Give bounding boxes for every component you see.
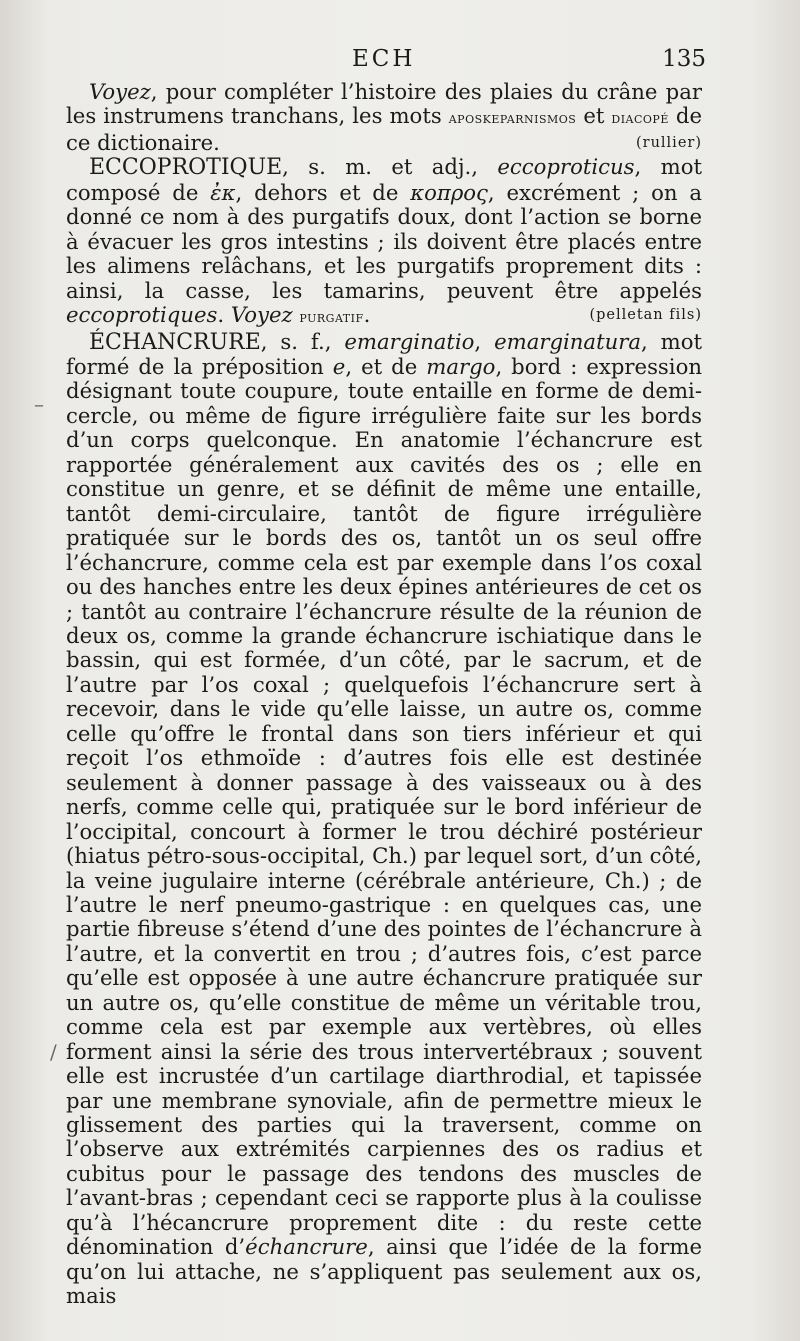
page-number: 135	[662, 46, 706, 72]
italic-term: margo	[426, 353, 496, 379]
italic-term: échancrure	[245, 1234, 368, 1260]
text-run: , s. f.,	[260, 328, 345, 354]
text-run: et	[576, 103, 612, 129]
text-run: .	[363, 302, 371, 328]
cross-ref-term: diacopé	[611, 108, 669, 128]
latin-term: emarginatura	[494, 328, 641, 354]
italic-term: eccoprotiques	[66, 302, 218, 328]
greek-word: ἐκ	[210, 179, 236, 205]
voyez-italic: Voyez	[230, 302, 293, 328]
text-run: , et de	[345, 353, 427, 379]
greek-word: κοπρος	[410, 179, 488, 205]
text-run: , mot composé de	[66, 154, 702, 205]
headword: ECCOPROTIQUE	[89, 155, 283, 181]
margin-slash-mark: /	[50, 1040, 57, 1064]
author-signature: (pelletan fils)	[589, 307, 702, 324]
entry-echancrure	[66, 330, 702, 1309]
latin-term: emarginatio	[344, 328, 475, 354]
body-text	[66, 80, 702, 1309]
paragraph-cross-reference	[66, 80, 702, 155]
latin-term: eccoproticus	[497, 154, 635, 180]
cross-ref-term: aposkeparnismos	[448, 108, 577, 128]
text-run: , ainsi que l’idée de la forme qu’on lui attache, ne s’appliquent pas seulement aux os, mais	[66, 1234, 702, 1309]
running-head: ECH	[352, 46, 416, 72]
margin-dash-mark: –	[34, 392, 44, 416]
text-run: , mot formé de la préposition	[66, 328, 702, 379]
author-signature: (rullier)	[635, 134, 702, 151]
entry-eccoprotique	[66, 155, 702, 329]
page-header	[0, 46, 800, 76]
cross-ref-term: purgatif	[299, 307, 364, 327]
text-run: , bord : expression désignant toute coupure, toute entaille en forme de demi-cercle, ou même de figure irrégulière faite sur les bords d’un corps quelconque. En anatomie l’échancrure est rapportée généralement aux cavités des os ; elle en constitue un genre, et se définit de même une entaille, tantôt demi-circulaire, tantôt de figure irrégulière pratiquée sur le bords des os, tantôt un os seul offre l’échancrure, comme cela est par exemple dans l’os coxal ou des hanches entre les deux épines antérieures de cet os ; tantôt au contraire l’échancrure résulte de la réunion de deux os, comme la grande échancrure ischiatique dans le bassin, qui est formée, d’un côté, par le sacrum, et de l’autre par l’os coxal ; quelquefois l’échancrure sert à recevoir, dans le vide qu’elle laisse, un autre os, comme celle qu’offre le frontal dans son tiers inférieur et qui reçoit l’os ethmoïde : d’autres fois elle est destinée seulement à donner passage à des vaisseaux ou à des nerfs, comme celle qui, pratiquée sur le bord inférieur de l’occipital, concourt à former le trou déchiré postérieur (hiatus pétro-sous-occipital, Ch.) par lequel sort, d’un côté, la veine jugulaire interne (cérébrale antérieure, Ch.) ; de l’autre le nerf pneumo-gastrique : en quelques cas, une partie fibreuse s’étend d’une des pointes de l’échancrure à l’autre, et la convertit en trou ; d’autres fois, c’est parce qu’elle est opposée à une autre échancrure pratiquée sur un autre os, qu’elle constitue de même un véritable trou, comme cela est par exemple aux vertèbres, où elles forment ainsi la série des trous intervertébraux ; souvent elle est incrustée d’un cartilage diarthrodial, et tapissée par une membrane synoviale, afin de permettre mieux le glissement des parties qui la traversent, comme on l’observe aux extrémités carpiennes des os radius et cubitus pour le passage des tendons des muscles de l’avant-bras ; cependant ceci se rapporte plus à la coulisse qu’à l’hécancrure proprement dite : du reste cette dénomination d’	[66, 353, 702, 1260]
text-run: , excrément ; on a donné ce nom à des purgatifs doux, dont l’action se borne à évacuer les gros intestins ; ils doivent être placés entre les alimens relâchans, et les purgatifs proprement dits : ainsi, la casse, les tamarins, peuvent être appelés	[66, 179, 702, 303]
headword: ÉCHANCRURE	[89, 329, 261, 355]
italic-term: e	[332, 353, 346, 379]
text-run: , dehors et de	[235, 179, 411, 205]
voyez-italic: Voyez	[89, 79, 151, 104]
text-run: , s. m. et adj.,	[282, 154, 498, 180]
text-run: de ce dictionaire.	[66, 103, 702, 155]
text-run: , pour compléter l’histoire des plaies du crâne par les instrumens tranchans, les mots	[66, 79, 702, 129]
text-run: .	[217, 302, 231, 328]
text-run: ,	[474, 328, 495, 354]
